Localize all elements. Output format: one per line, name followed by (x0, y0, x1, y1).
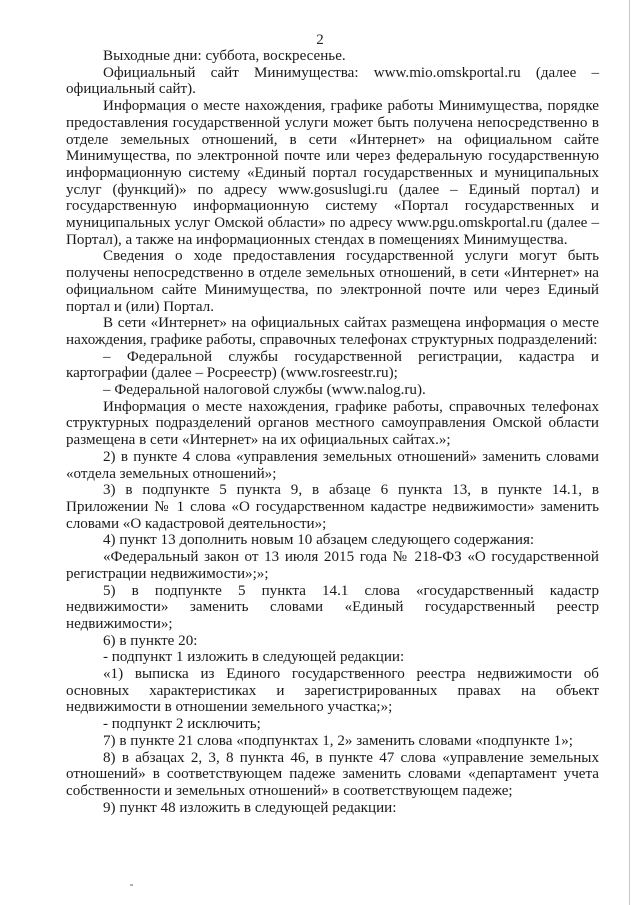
paragraph-item-2: 2) в пункте 4 слова «управления земельных отношений» заменить словами «отдела земельных отношений»; (66, 448, 599, 482)
paragraph-rosreestr: – Федеральной службы государственной регистрации, кадастра и картографии (далее – Росреестр) (www.rosreestr.ru); (66, 348, 599, 382)
paragraph-subitem-1: - подпункт 1 изложить в следующей редакции: (103, 649, 405, 666)
paragraph-internet-info: В сети «Интернет» на официальных сайтах размещена информация о месте нахождения, графике работы, справочных телефонах структурных подразделений: (66, 315, 599, 348)
paragraph-extract: «1) выписка из Единого государственного реестра недвижимости об основных характеристиках и зарегистрированных правах на объект недвижимости в отношении земельного участка;»; (66, 666, 599, 716)
paragraph-item-5: 5) в подпункте 5 пункта 14.1 слова «государственный кадастр недвижимости» заменить словами «Единый государственный реестр недвижимости»; (66, 582, 599, 632)
page-number: 2 (316, 32, 324, 48)
paragraph-item-8: 8) в абзацах 2, 3, 8 пункта 46, в пункте 47 слова «управление земельных отношений» в соответствующем падеже заменить словами «департамент учета собственности и земельных отношений» в соответствующем падеже; (66, 749, 599, 799)
paragraph-tax-service: – Федеральной налоговой службы (www.nalog.ru). (103, 382, 426, 399)
document-body (66, 48, 599, 816)
scan-speck (130, 884, 133, 886)
paragraph-info-location: Информация о месте нахождения, графике работы Минимущества, порядке предоставления государственной услуги может быть получена непосредственно в отделе земельных отношений, в сети «Интернет» на официальном сайте Минимущества, по электронной почте или через федеральную государственную информационную систему «Единый портал государственных и муниципальных услуг (функций)» по адресу www.gosuslugi.ru (далее – Единый портал) и государственную информационную систему «Портал государственных и муниципальных услуг Омской области» по адресу www.pgu.omskportal.ru (далее – Портал), а также на информационных стендах в помещениях Минимущества. (66, 98, 599, 248)
paragraph-item-7: 7) в пункте 21 слова «подпунктах 1, 2» заменить словами «подпункте 1»; (103, 732, 573, 749)
paragraph-federal-law: «Федеральный закон от 13 июля 2015 года № 218-ФЗ «О государственной регистрации недвижимости»;»; (66, 549, 599, 582)
paragraph-item-3: 3) в подпункте 5 пункта 9, в абзаце 6 пункта 13, в пункте 14.1, в Приложении № 1 слова «О государственном кадастре недвижимости» заменить словами «О кадастровой деятельности»; (66, 482, 599, 532)
paragraph-local-authorities: Информация о месте нахождения, графике работы, справочных телефонах структурных подразделений органов местного самоуправления Омской области размещена в сети «Интернет» на их официальных сайтах.»; (66, 398, 599, 449)
paragraph-official-site: Официальный сайт Минимущества: www.mio.omskportal.ru (далее – официальный сайт). (66, 64, 599, 98)
paragraph-days-off: Выходные дни: суббота, воскресенье. (103, 48, 346, 64)
paragraph-item-4: 4) пункт 13 дополнить новым 10 абзацем следующего содержания: (103, 532, 535, 549)
paragraph-subitem-2: - подпункт 2 исключить; (103, 716, 261, 733)
paragraph-item-9: 9) пункт 48 изложить в следующей редакции: (103, 799, 397, 816)
scan-edge-line (629, 0, 630, 905)
paragraph-item-6: 6) в пункте 20: (103, 632, 198, 649)
paragraph-service-progress: Сведения о ходе предоставления государственной услуги могут быть получены непосредственно в отделе земельных отношений, в сети «Интернет» на официальном сайте Минимущества, по электронной почте или через Единый портал и (или) Портал. (66, 248, 599, 315)
